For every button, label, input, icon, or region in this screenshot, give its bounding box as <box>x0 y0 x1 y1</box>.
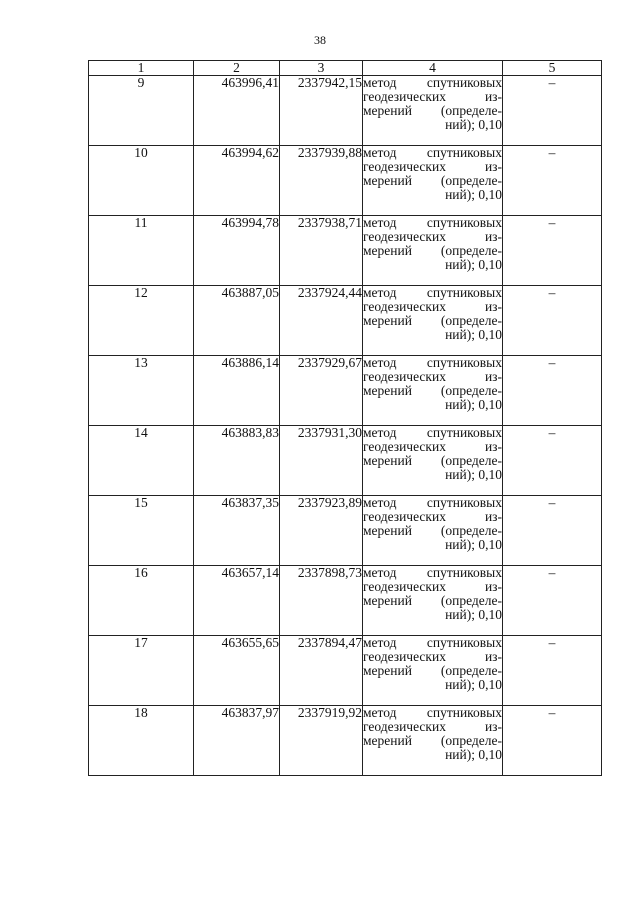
col5-cell: – <box>503 216 602 286</box>
header-col-1: 1 <box>89 61 194 76</box>
method-line: ний); 0,10 <box>445 607 502 622</box>
method-line: ний); 0,10 <box>445 117 502 132</box>
col5-cell: – <box>503 286 602 356</box>
col5-cell: – <box>503 566 602 636</box>
method-line: метод спутниковых <box>363 355 502 370</box>
method-line: ний); 0,10 <box>445 327 502 342</box>
header-col-5: 5 <box>503 61 602 76</box>
table-row <box>89 286 602 356</box>
method-line: мерений (определе- <box>363 663 502 678</box>
col5-cell: – <box>503 706 602 776</box>
method-line: ний); 0,10 <box>445 677 502 692</box>
x-coordinate-cell: 463994,62 <box>194 146 280 216</box>
y-coordinate-cell: 2337929,67 <box>280 356 363 426</box>
y-coordinate-cell: 2337898,73 <box>280 566 363 636</box>
method-line: ний); 0,10 <box>445 397 502 412</box>
table-body <box>89 76 602 776</box>
method-line: мерений (определе- <box>363 523 502 538</box>
method-line: геодезических из- <box>363 229 502 244</box>
method-line: мерений (определе- <box>363 383 502 398</box>
x-coordinate-cell: 463657,14 <box>194 566 280 636</box>
method-line: геодезических из- <box>363 649 502 664</box>
method-cell <box>363 76 503 146</box>
table-row <box>89 76 602 146</box>
table-row <box>89 356 602 426</box>
y-coordinate-cell: 2337924,44 <box>280 286 363 356</box>
header-col-2: 2 <box>194 61 280 76</box>
method-line: метод спутниковых <box>363 145 502 160</box>
coordinates-table <box>88 60 602 776</box>
method-line: геодезических из- <box>363 719 502 734</box>
point-number-cell: 13 <box>89 356 194 426</box>
method-line: мерений (определе- <box>363 173 502 188</box>
method-line: метод спутниковых <box>363 495 502 510</box>
x-coordinate-cell: 463883,83 <box>194 426 280 496</box>
method-line: ний); 0,10 <box>445 257 502 272</box>
method-cell <box>363 216 503 286</box>
x-coordinate-cell: 463837,35 <box>194 496 280 566</box>
point-number-cell: 16 <box>89 566 194 636</box>
method-cell <box>363 146 503 216</box>
method-cell <box>363 636 503 706</box>
method-line: геодезических из- <box>363 89 502 104</box>
method-line: геодезических из- <box>363 369 502 384</box>
x-coordinate-cell: 463887,05 <box>194 286 280 356</box>
method-line: мерений (определе- <box>363 313 502 328</box>
method-line: ний); 0,10 <box>445 467 502 482</box>
table-row <box>89 146 602 216</box>
x-coordinate-cell: 463996,41 <box>194 76 280 146</box>
y-coordinate-cell: 2337938,71 <box>280 216 363 286</box>
method-line: геодезических из- <box>363 509 502 524</box>
method-line: геодезических из- <box>363 159 502 174</box>
col5-cell: – <box>503 426 602 496</box>
page-number: 38 <box>314 33 326 47</box>
method-line: метод спутниковых <box>363 425 502 440</box>
method-line: метод спутниковых <box>363 635 502 650</box>
method-cell <box>363 496 503 566</box>
x-coordinate-cell: 463655,65 <box>194 636 280 706</box>
point-number-cell: 17 <box>89 636 194 706</box>
x-coordinate-cell: 463886,14 <box>194 356 280 426</box>
x-coordinate-cell: 463994,78 <box>194 216 280 286</box>
table-row <box>89 216 602 286</box>
y-coordinate-cell: 2337939,88 <box>280 146 363 216</box>
point-number-cell: 12 <box>89 286 194 356</box>
method-line: метод спутниковых <box>363 705 502 720</box>
method-line: мерений (определе- <box>363 733 502 748</box>
table-row <box>89 636 602 706</box>
col5-cell: – <box>503 356 602 426</box>
method-line: геодезических из- <box>363 579 502 594</box>
method-line: ний); 0,10 <box>445 747 502 762</box>
method-cell <box>363 566 503 636</box>
x-coordinate-cell: 463837,97 <box>194 706 280 776</box>
method-line: мерений (определе- <box>363 453 502 468</box>
method-line: метод спутниковых <box>363 215 502 230</box>
col5-cell: – <box>503 496 602 566</box>
method-line: мерений (определе- <box>363 593 502 608</box>
method-line: мерений (определе- <box>363 243 502 258</box>
col5-cell: – <box>503 146 602 216</box>
header-col-3: 3 <box>280 61 363 76</box>
point-number-cell: 14 <box>89 426 194 496</box>
method-line: мерений (определе- <box>363 103 502 118</box>
point-number-cell: 18 <box>89 706 194 776</box>
header-row <box>89 61 602 76</box>
header-col-4: 4 <box>363 61 503 76</box>
table-row <box>89 566 602 636</box>
method-line: метод спутниковых <box>363 75 502 90</box>
method-line: метод спутниковых <box>363 285 502 300</box>
method-line: метод спутниковых <box>363 565 502 580</box>
table-row <box>89 706 602 776</box>
method-line: геодезических из- <box>363 299 502 314</box>
table-row <box>89 426 602 496</box>
point-number-cell: 11 <box>89 216 194 286</box>
point-number-cell: 9 <box>89 76 194 146</box>
method-cell <box>363 286 503 356</box>
method-line: геодезических из- <box>363 439 502 454</box>
y-coordinate-cell: 2337923,89 <box>280 496 363 566</box>
method-line: ний); 0,10 <box>445 537 502 552</box>
method-line: ний); 0,10 <box>445 187 502 202</box>
col5-cell: – <box>503 636 602 706</box>
y-coordinate-cell: 2337942,15 <box>280 76 363 146</box>
point-number-cell: 15 <box>89 496 194 566</box>
point-number-cell: 10 <box>89 146 194 216</box>
y-coordinate-cell: 2337894,47 <box>280 636 363 706</box>
method-cell <box>363 426 503 496</box>
method-cell <box>363 356 503 426</box>
col5-cell: – <box>503 76 602 146</box>
method-cell <box>363 706 503 776</box>
y-coordinate-cell: 2337931,30 <box>280 426 363 496</box>
table-row <box>89 496 602 566</box>
y-coordinate-cell: 2337919,92 <box>280 706 363 776</box>
